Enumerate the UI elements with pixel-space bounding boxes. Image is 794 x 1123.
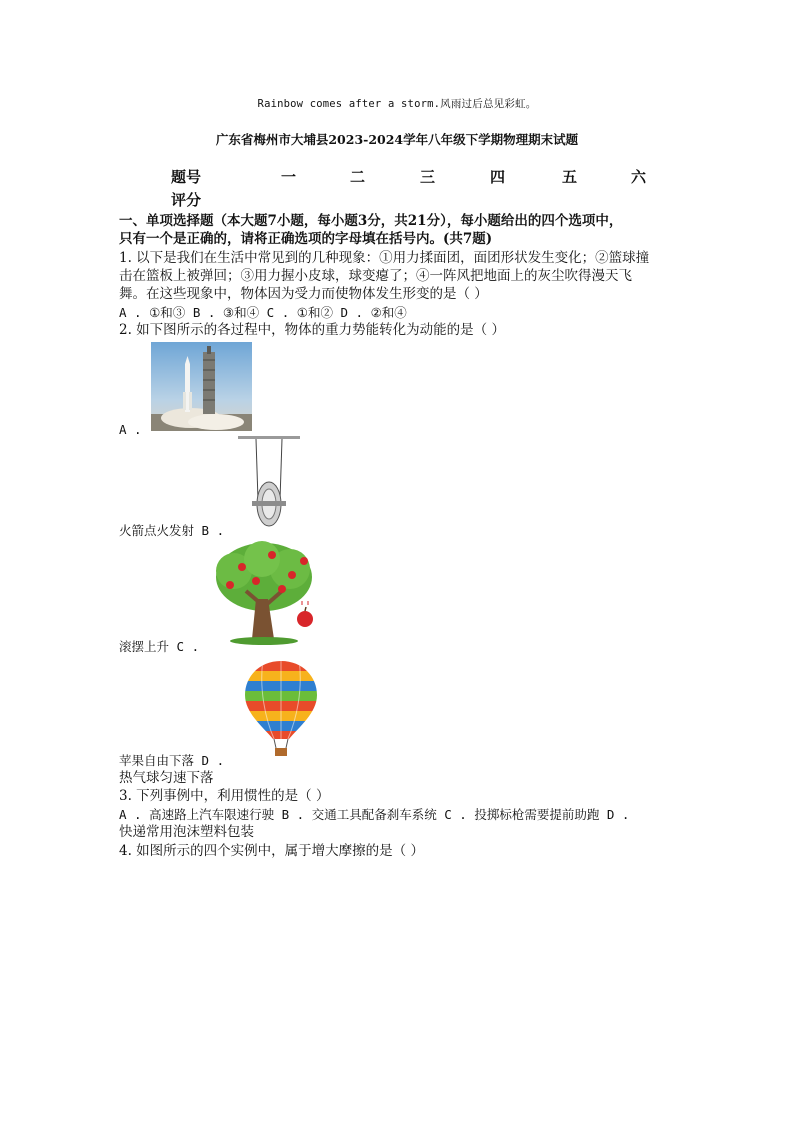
q1-line1: 1. 以下是我们在生活中常见到的几种现象：①用力揉面团，面团形状发生变化；②篮球撞 [119, 250, 650, 266]
q1-options: A . ①和③ B . ③和④ C . ①和② D . ②和④ [119, 305, 407, 320]
rocket-launch-image [151, 342, 252, 431]
apple-tree-image [212, 541, 322, 645]
score-row-label: 评分 [171, 191, 202, 209]
q2-caption-b-option-c: 滚摆上升 C . [119, 639, 200, 654]
exam-title: 广东省梅州市大埔县2023-2024学年八年级下学期物理期末试题 [215, 132, 579, 147]
q2-caption-d: 热气球匀速下落 [119, 770, 214, 786]
score-col-5: 五 [562, 168, 578, 186]
score-col-2: 二 [350, 168, 366, 186]
score-col-4: 四 [490, 168, 506, 186]
section1-heading-line2: 只有一个是正确的，请将正确选项的字母填在括号内。(共7题) [119, 231, 493, 247]
q1-line2: 击在篮板上被弹回；③用力握小皮球，球变瘪了；④一阵风把地面上的灰尘吹得漫天飞 [119, 268, 632, 284]
section1-heading-line1: 一、单项选择题（本大题7小题，每小题3分，共21分），每小题给出的四个选项中， [119, 213, 623, 229]
rolling-pendulum-image [236, 434, 302, 530]
q2-caption-c-option-d: 苹果自由下落 D . [119, 753, 225, 768]
q3-options-line2: 快递常用泡沫塑料包装 [119, 824, 254, 840]
score-col-label: 题号 [171, 168, 202, 186]
score-col-6: 六 [631, 168, 647, 186]
hot-air-balloon-image [243, 659, 319, 759]
q2-caption-a-option-b: 火箭点火发射 B . [119, 523, 225, 538]
score-col-1: 一 [281, 168, 297, 186]
score-table-header [0, 166, 794, 188]
q2-option-a: A . [119, 422, 142, 437]
q2-stem: 2. 如下图所示的各过程中，物体的重力势能转化为动能的是（ ） [119, 322, 505, 338]
score-col-3: 三 [420, 168, 436, 186]
q3-options-line1: A . 高速路上汽车限速行驶 B . 交通工具配备刹车系统 C . 投掷标枪需要提前助跑 D . [119, 807, 630, 822]
q4-stem: 4. 如图所示的四个实例中，属于增大摩擦的是（ ） [119, 843, 424, 859]
motto: Rainbow comes after a storm.风雨过后总见彩虹。 [257, 98, 537, 110]
q1-line3: 舞。在这些现象中，物体因为受力而使物体发生形变的是（ ） [119, 286, 488, 302]
q3-stem: 3. 下列事例中，利用惯性的是（ ） [119, 788, 330, 804]
